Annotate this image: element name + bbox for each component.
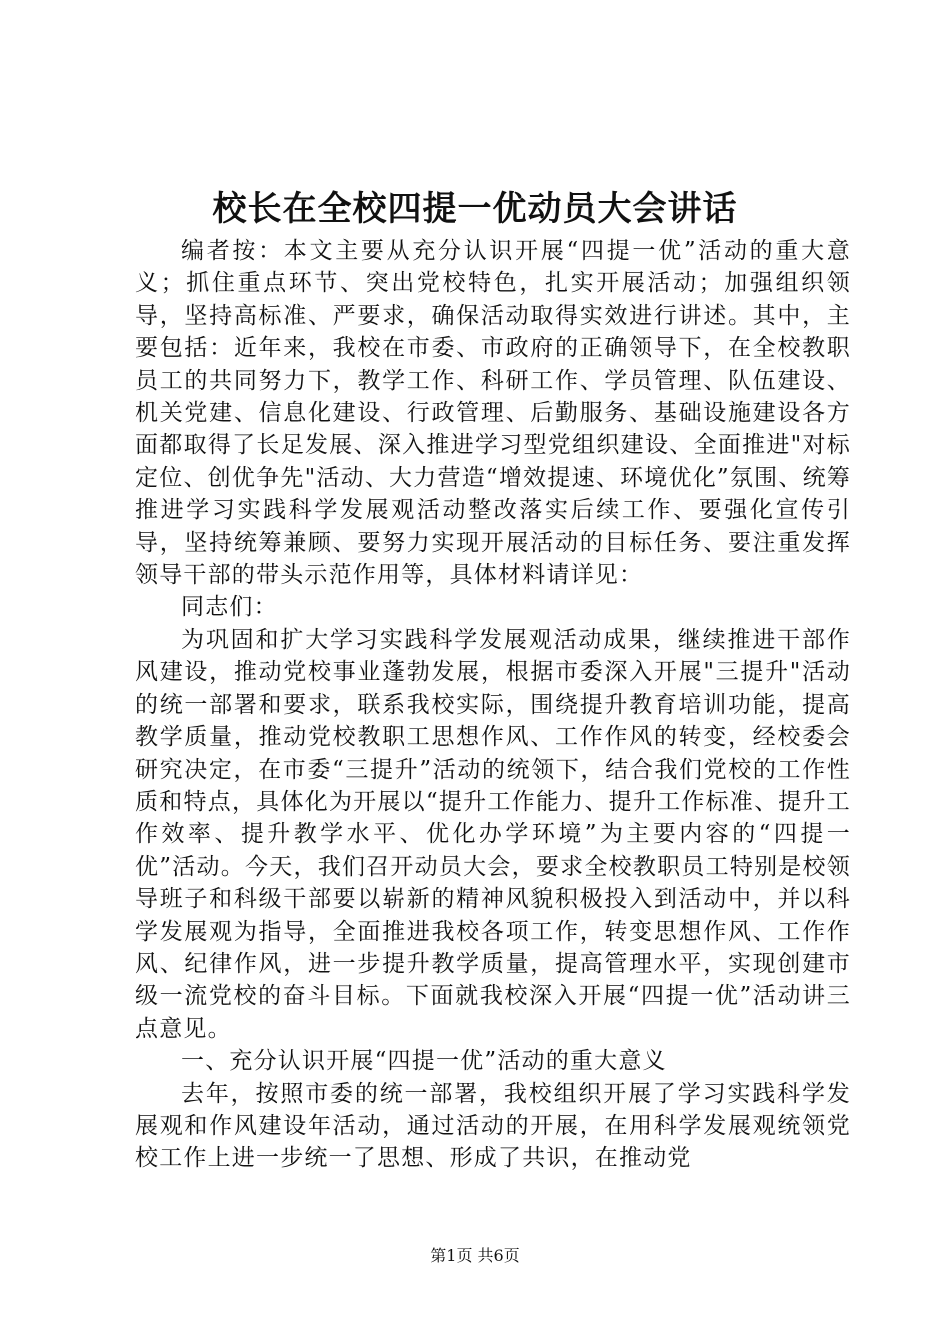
document-body — [135, 235, 851, 1175]
section-heading-1: 一、充分认识开展“四提一优”活动的重大意义 — [181, 1048, 667, 1075]
document-title: 校长在全校四提一优动员大会讲话 — [212, 189, 738, 229]
salutation-paragraph: 同志们： — [181, 594, 278, 621]
page-number-footer: 第1页 共6页 — [430, 1246, 520, 1265]
intro-paragraph: 为巩固和扩大学习实践科学发展观活动成果，继续推进干部作风建设，推动党校事业蓬勃发展，根据市委深入开展"三提升"活动的统一部署和要求，联系我校实际，围绕提升教育培训功能，提高教学质量，推动党校教职工思想作风、工作作风的转变，经校委会研究决定，在市委“三提升”活动的统领下，结合我们党校的工作性质和特点，具体化为开展以“提升工作能力、提升工作标准、提升工作效率、提升教学水平、优化办学环境”为主要内容的“四提一优”活动。今天，我们召开动员大会，要求全校教职员工特别是校领导班子和科级干部要以崭新的精神风貌积极投入到活动中，并以科学发展观为指导，全面推进我校各项工作，转变思想作风、工作作风、纪律作风，进一步提升教学质量，提高管理水平，实现创建市级一流党校的奋斗目标。下面就我校深入开展“四提一优”活动讲三点意见。 — [135, 626, 851, 1042]
editor-note-paragraph: 编者按：本文主要从充分认识开展“四提一优”活动的重大意义；抓住重点环节、突出党校特色，扎实开展活动；加强组织领导，坚持高标准、严要求，确保活动取得实效进行讲述。其中，主要包括：近年来，我校在市委、市政府的正确领导下，在全校教职员工的共同努力下，教学工作、科研工作、学员管理、队伍建设、机关党建、信息化建设、行政管理、后勤服务、基础设施建设各方面都取得了长足发展、深入推进学习型党组织建设、全面推进"对标定位、创优争先"活动、大力营造“增效提速、环境优化”氛围、统筹推进学习实践科学发展观活动整改落实后续工作、要强化宣传引导，坚持统筹兼顾、要努力实现开展活动的目标任务、要注重发挥领导干部的带头示范作用等，具体材料请详见： — [135, 238, 851, 589]
section-1-paragraph: 去年，按照市委的统一部署，我校组织开展了学习实践科学发展观和作风建设年活动，通过活动的开展，在用科学发展观统领党校工作上进一步统一了思想、形成了共识，在推动党 — [135, 1080, 851, 1172]
